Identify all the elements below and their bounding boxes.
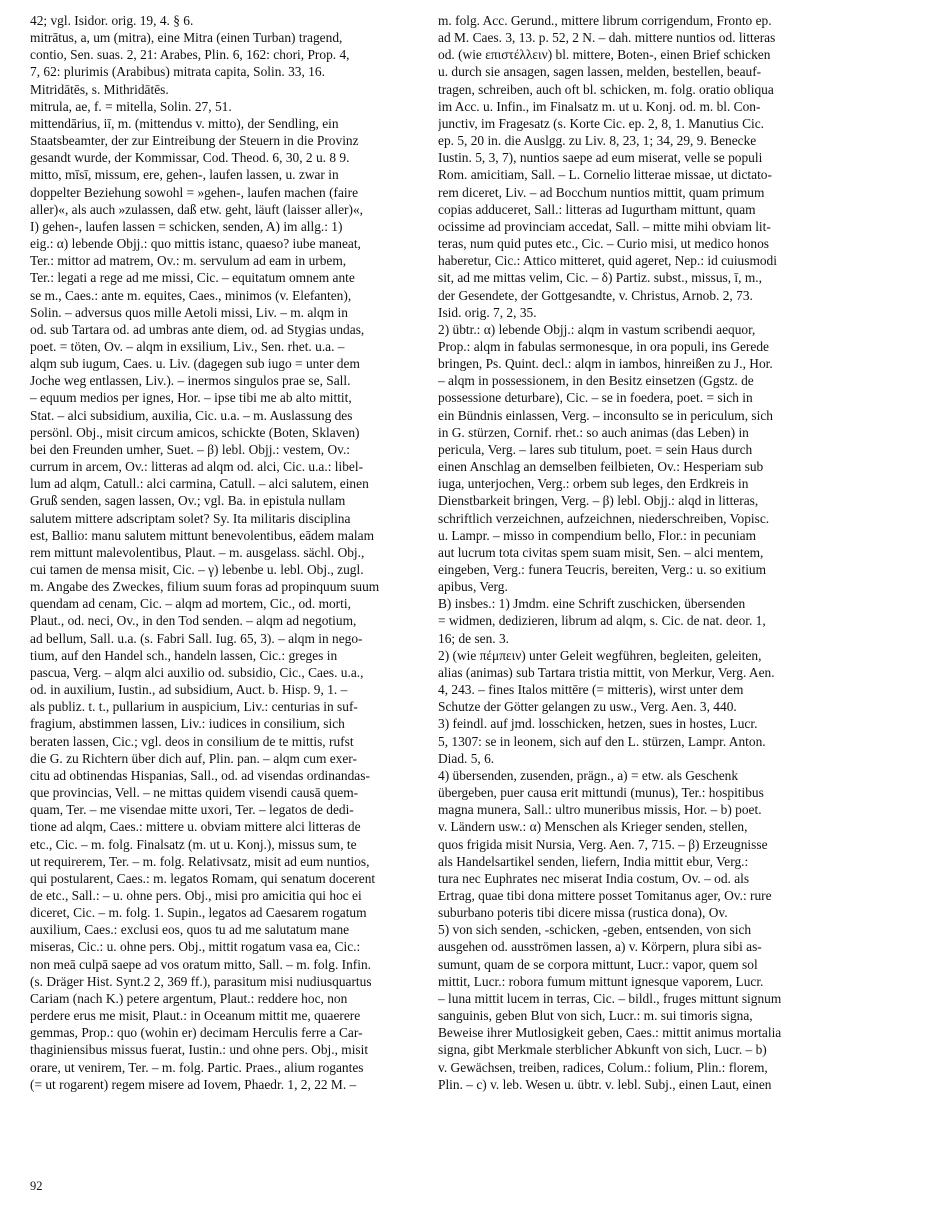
text-line: m. Angabe des Zweckes, filium suum foras ad propinquum suum xyxy=(30,579,380,595)
text-line: Gruß senden, sagen lassen, Ov.; vgl. Ba. in epistula nullam xyxy=(30,493,346,509)
text-line: sit, ad me mittas velim, Cic. – δ) Partiz. subst., missus, ī, m., xyxy=(438,270,762,286)
text-line: rem mittunt malevolentibus, Plaut. – m. ausgelass. sächl. Obj., xyxy=(30,544,365,560)
text-line: Rom. amicitiam, Sall. – L. Cornelio litterae missae, ut dictato- xyxy=(438,167,772,183)
text-line: quendam ad cenam, Cic. – alqm ad mortem, Cic., od. morti, xyxy=(30,596,351,612)
text-line: tragen, schreiben, auch oft bl. schicken, m. folg. oratio obliqua xyxy=(438,81,774,97)
text-line: die G. zu Richtern über dich auf, Plin. pan. – alqm cum exer- xyxy=(30,750,357,766)
text-line: Staatsbeamter, der zur Eintreibung der Steuern in die Provinz xyxy=(30,133,359,149)
text-line: junctiv, im Fragesatz (s. Korte Cic. ep. 2, 8, 1. Manutius Cic. xyxy=(438,115,765,131)
text-line: bringen, Ps. Quint. decl.: alqm in iambos, hinreißen zu J., Hor. xyxy=(438,356,773,372)
text-line: quam, Ter. – me visendae mitte uxori, Ter. – legatos de dedi- xyxy=(30,802,354,818)
text-line: Solin. – adversus quos mille Aetoli missi, Liv. – m. alqm in xyxy=(30,304,348,320)
text-line: Cariam (nach K.) petere argentum, Plaut.: reddere hoc, non xyxy=(30,990,348,1006)
text-line: mittit, Lucr.: robora fumum mittunt ignesque vaporem, Lucr. xyxy=(438,973,764,989)
text-line: citu ad obtinendas Hispanias, Sall., od. ad visendas ordinandas- xyxy=(30,767,370,783)
text-line: est, Ballio: manu salutem mittunt benevolentibus, eādem malam xyxy=(30,527,374,543)
text-line: contio, Sen. suas. 2, 21: Arabes, Plin. 6, 162: chori, Prop. 4, xyxy=(30,47,350,63)
text-line: qui postularent, Caes.: m. legatos Romam, qui senatum docerent xyxy=(30,870,376,886)
text-line: tium, auf den Handel sch., handeln lassen, Cic.: greges in xyxy=(30,647,338,663)
text-line: Iustin. 5, 3, 7), nuntios saepe ad eum miserat, velle se populi xyxy=(438,150,763,166)
text-line: perdere erus me misit, Plaut.: in Oceanum mittit me, quaerere xyxy=(30,1008,361,1024)
text-line: I) gehen-, laufen lassen = schicken, senden, A) im allg.: 1) xyxy=(30,218,343,234)
text-line: od. (wie επιστέλλειν) bl. mittere, Boten-, einen Brief schicken xyxy=(438,47,771,63)
text-line: iuga, unterjochen, Verg.: orbem sub leges, den Erdkreis in xyxy=(438,476,749,492)
text-line: suburbano poteris tibi dicere missa (rustica dona), Ov. xyxy=(438,905,728,921)
text-line: gemmas, Prop.: quo (wohin er) decimam Herculis ferre a Car- xyxy=(30,1025,363,1041)
text-line: B) insbes.: 1) Jmdm. eine Schrift zuschicken, übersenden xyxy=(438,596,746,612)
text-line: copias adduceret, Sall.: litteras ad Iugurtham mittunt, quam xyxy=(438,201,756,217)
text-line: 16; de sen. 3. xyxy=(438,630,510,646)
text-line: 5) von sich senden, -schicken, -geben, entsenden, von sich xyxy=(438,922,752,938)
text-line: apibus, Verg. xyxy=(438,579,508,595)
text-line: salutem mittere adscriptam solet? Sy. Ita militaris disciplina xyxy=(30,510,351,526)
text-line: u. durch sie ansagen, sagen lassen, melden, bestellen, beauf- xyxy=(438,64,762,80)
text-line: pascua, Verg. – alqm alci auxilio od. subsidio, Cic., Caes. u.a., xyxy=(30,664,364,680)
left-column xyxy=(30,12,420,1093)
text-line: miseras, Cic.: u. ohne pers. Obj., mittit rogatum vasa ea, Cic.: xyxy=(30,939,361,955)
text-line: Ter.: legati a rege ad me missi, Cic. – equitatum omnem ante xyxy=(30,270,355,286)
text-line: m. folg. Acc. Gerund., mittere librum corrigendum, Fronto ep. xyxy=(438,13,772,28)
text-line: currum in arcem, Ov.: litteras ad alqm od. alci, Cic. u.a.: libel- xyxy=(30,459,364,475)
text-line: magna munera, Sall.: ultro muneribus missis, Hor. – b) poet. xyxy=(438,802,762,818)
text-line: Beweise ihrer Mutlosigkeit geben, Caes.: mittit animus mortalia xyxy=(438,1025,782,1041)
text-line: 42; vgl. Isidor. orig. 19, 4. § 6. xyxy=(30,13,194,28)
text-line: ocissime ad provinciam accedat, Sall. – mitte mihi obviam lit- xyxy=(438,218,771,234)
text-line: 2) (wie πέμπειν) unter Geleit wegführen, begleiten, geleiten, xyxy=(438,647,762,663)
text-line: teras, num quid putes etc., Cic. – Curio misi, ut medico honos xyxy=(438,236,770,252)
text-line: u. Lampr. – misso in compendium bello, Flor.: in pecuniam xyxy=(438,527,756,543)
right-column xyxy=(438,12,828,1093)
text-line: possessione deturbare), Cic. – se in foedera, poet. = sich in xyxy=(438,390,753,406)
text-line: quos frigida misit Nursia, Verg. Aen. 7, 715. – β) Erzeugnisse xyxy=(438,836,768,852)
text-line: Plin. – c) v. leb. Wesen u. übtr. v. lebl. Subj., einen Laut, einen xyxy=(438,1076,772,1092)
text-line: 5, 1307: se in leonem, sich auf den L. stürzen, Lampr. Anton. xyxy=(438,733,766,749)
text-line: ad M. Caes. 3, 13. p. 52, 2 N. – dah. mittere nuntios od. litteras xyxy=(438,30,776,46)
text-line: orare, ut venirem, Ter. – m. folg. Partic. Praes., alium rogantes xyxy=(30,1059,364,1075)
text-line: se m., Caes.: ante m. equites, Caes., minimos (v. Elefanten), xyxy=(30,287,352,303)
text-line: (s. Dräger Hist. Synt.2 2, 369 ff.), parasitum misi nudiusquartus xyxy=(30,973,372,989)
text-line: Joche weg entlassen, Liv.). – inermos singulos prae se, Sall. xyxy=(30,373,351,389)
text-line: mittendārius, iī, m. (mittendus v. mitto), der Sendling, ein xyxy=(30,115,339,131)
text-line: Plaut., od. neci, Ov., in den Tod senden. – alqm ad negotium, xyxy=(30,613,357,629)
text-line: ad bellum, Sall. u.a. (s. Fabri Sall. Iug. 65, 3). – alqm in nego- xyxy=(30,630,363,646)
text-line: bei den Freunden umher, Suet. – β) lebl. Objj.: vestem, Ov.: xyxy=(30,441,351,457)
text-line: auxilium, Caes.: exclusi eos, quos tu ad me salutatum mane xyxy=(30,922,350,938)
text-line: Ter.: mittor ad matrem, Ov.: m. servulum ad eam in urbem, xyxy=(30,253,347,269)
text-line: sanguinis, geben Blut von sich, Lucr.: m. sui timoris signa, xyxy=(438,1008,753,1024)
text-line: 3) feindl. auf jmd. losschicken, hetzen, sues in hostes, Lucr. xyxy=(438,716,758,732)
text-line: cui tamen de mensa misit, Cic. – γ) lebenbe u. lebl. Obj., zugl. xyxy=(30,562,364,577)
text-line: poet. = töten, Ov. – alqm in exsilium, Liv., Sen. rhet. u.a. – xyxy=(30,338,345,354)
text-line: Stat. – alci subsidium, auxilia, Cic. u.a. – m. Auslassung des xyxy=(30,407,353,423)
text-line: Isid. orig. 7, 2, 35. xyxy=(438,304,537,320)
text-line: mitrula, ae, f. = mitella, Solin. 27, 51. xyxy=(30,98,232,114)
text-line: – equum medios per ignes, Hor. – ipse tibi me ab alto mittit, xyxy=(30,390,352,406)
text-line: Prop.: alqm in fabulas sermonesque, in ora populi, ins Gerede xyxy=(438,338,769,354)
text-line: v. Ländern usw.: α) Menschen als Krieger senden, stellen, xyxy=(438,819,748,835)
text-line: (= ut rogarent) regem misere ad Iovem, Phaedr. 1, 2, 22 M. – xyxy=(30,1076,357,1092)
text-line: mitrātus, a, um (mitra), eine Mitra (einen Turban) tragend, xyxy=(30,30,343,46)
text-line: haberetur, Cic.: Attico mitteret, quid ageret, Nep.: id cuiusmodi xyxy=(438,253,777,269)
text-line: tura nec Euphrates nec miserat India costum, Ov. – od. als xyxy=(438,870,750,886)
text-line: gesandt wurde, der Kommissar, Cod. Theod. 6, 30, 2 u. 8 9. xyxy=(30,150,350,166)
text-line: od. in auxilium, Iustin., ad subsidium, Auct. b. Hisp. 9, 1. – xyxy=(30,682,348,698)
text-line: 4) übersenden, zusenden, prägn., a) = etw. als Geschenk xyxy=(438,767,739,783)
text-line: lum ad alqm, Catull.: alci carmina, Catull. – alci salutem, einen xyxy=(30,476,369,492)
text-line: pericula, Verg. – lares sub titulum, poet. = sein Haus durch xyxy=(438,441,753,457)
text-line: fragium, abstimmen lassen, Liv.: iudices in consilium, sich xyxy=(30,716,345,732)
text-line: in G. stürzen, Cornif. rhet.: so auch animas (das Leben) in xyxy=(438,424,749,440)
text-line: persönl. Obj., misit circum amicos, schickte (Boten, Sklaven) xyxy=(30,424,360,440)
text-line: etc., Cic. – m. folg. Finalsatz (m. ut u. Konj.), missus sum, te xyxy=(30,836,357,852)
text-line: thaginiensibus missus fuerat, Iustin.: und ohne pers. Obj., misit xyxy=(30,1042,369,1058)
text-line: Diad. 5, 6. xyxy=(438,750,495,766)
text-line: Dienstbarkeit bringen, Verg. – β) lebl. Objj.: alqd in litteras, xyxy=(438,493,759,509)
text-line: de etc., Sall.: – u. ohne pers. Obj., misi pro amicitia qui hoc ei xyxy=(30,887,362,903)
text-line: – luna mittit lucem in terras, Cic. – bildl., fruges mittunt signum xyxy=(438,990,782,1006)
text-line: beraten lassen, Cic.; vgl. deos in consilium de te mittis, rufst xyxy=(30,733,354,749)
text-line: doppelter Beziehung sowohl = »gehen-, laufen machen (faire xyxy=(30,184,359,200)
text-line: Mitridātēs, s. Mithridātēs. xyxy=(30,81,169,97)
text-line: od. sub Tartara od. ad umbras ante diem, od. ad Stygias undas, xyxy=(30,321,365,337)
text-line: tione ad alqm, Caes.: mittere u. obviam mittere alci litteras de xyxy=(30,819,361,835)
text-line: 4, 243. – fines Italos mittēre (= mitteris), wirst unter dem xyxy=(438,682,744,698)
text-line: ep. 5, 20 in. die Auslgg. zu Liv. 8, 23, 1; 34, 29, 9. Benecke xyxy=(438,133,757,149)
text-line: que provincias, Vell. – ne mittas quidem visendi causā quem- xyxy=(30,785,359,801)
text-line: v. Gewächsen, treiben, radices, Colum.: folium, Plin.: florem, xyxy=(438,1059,768,1075)
text-line: signa, gibt Merkmale sterblicher Abkunft von sich, Lucr. – b) xyxy=(438,1042,767,1058)
text-line: rem diceret, Liv. – ad Bocchum nuntios mittit, quam primum xyxy=(438,184,765,200)
text-line: im Acc. u. Infin., im Finalsatz m. ut u. Konj. od. m. bl. Con- xyxy=(438,98,761,114)
text-line: als publiz. t. t., pullarium in auspicium, Liv.: centurias in suf- xyxy=(30,699,358,715)
text-line: einen Anschlag an demselben feilbieten, Ov.: Hesperiam sub xyxy=(438,459,764,475)
text-line: non meā culpā saepe ad vos oratum mitto, Sall. – m. folg. Infin. xyxy=(30,956,372,972)
text-line: aut lucrum tota civitas spem suam misit, Sen. – alci mentem, xyxy=(438,544,764,560)
text-line: ein Bündnis einlassen, Verg. – inconsulto se in periculum, sich xyxy=(438,407,773,423)
text-line: aller)«, als auch »zulassen, daß etw. geht, läuft (laisser aller)«, xyxy=(30,201,364,217)
text-line: 2) übtr.: α) lebende Objj.: alqm in vastum scribendi aequor, xyxy=(438,321,756,337)
text-line: alqm sub iugum, Caes. u. Liv. (dagegen sub iugo = unter dem xyxy=(30,356,360,372)
text-line: als Handelsartikel senden, liefern, India mittit ebur, Verg.: xyxy=(438,853,749,869)
page-number: 92 xyxy=(30,1179,43,1193)
text-line: = widmen, dedizieren, librum ad alqm, s. Cic. de nat. deor. 1, xyxy=(438,613,766,629)
text-line: übergeben, puer causa erit mittundi (munus), Ter.: hospitibus xyxy=(438,785,764,801)
text-line: alias (animas) sub Tartara tristia mittit, von Merkur, Verg. Aen. xyxy=(438,664,775,680)
text-line: eig.: α) lebende Objj.: quo mittis istanc, quaeso? iube maneat, xyxy=(30,236,361,252)
text-line: sumunt, quam de se corpora mittunt, Lucr.: vapor, quem sol xyxy=(438,956,758,972)
text-line: – alqm in possessionem, in den Besitz einsetzen (Ggstz. de xyxy=(438,373,754,389)
text-line: der Gesendete, der Gottgesandte, v. Christus, Arnob. 2, 73. xyxy=(438,287,753,303)
text-line: eingeben, Verg.: funera Teucris, bereiten, Verg.: u. so exitium xyxy=(438,562,767,577)
text-line: Schutze der Götter gelangen zu usw., Verg. Aen. 3, 440. xyxy=(438,699,737,715)
text-line: 7, 62: plurimis (Arabibus) mitrata capita, Solin. 33, 16. xyxy=(30,64,325,80)
text-line: ut requirerem, Ter. – m. folg. Relativsatz, misit ad eum nuntios, xyxy=(30,853,370,869)
text-line: schriftlich verzeichnen, aufzeichnen, niederschreiben, Vopisc. xyxy=(438,510,770,526)
text-line: diceret, Cic. – m. folg. 1. Supin., legatos ad Caesarem rogatum xyxy=(30,905,367,921)
text-line: Ertrag, quae tibi dona mittere posset Tomitanus ager, Ov.: rure xyxy=(438,887,772,903)
text-line: mitto, mīsī, missum, ere, gehen-, laufen lassen, u. zwar in xyxy=(30,167,339,183)
text-line: ausgehen od. ausströmen lassen, a) v. Körpern, plura sibi as- xyxy=(438,939,762,955)
